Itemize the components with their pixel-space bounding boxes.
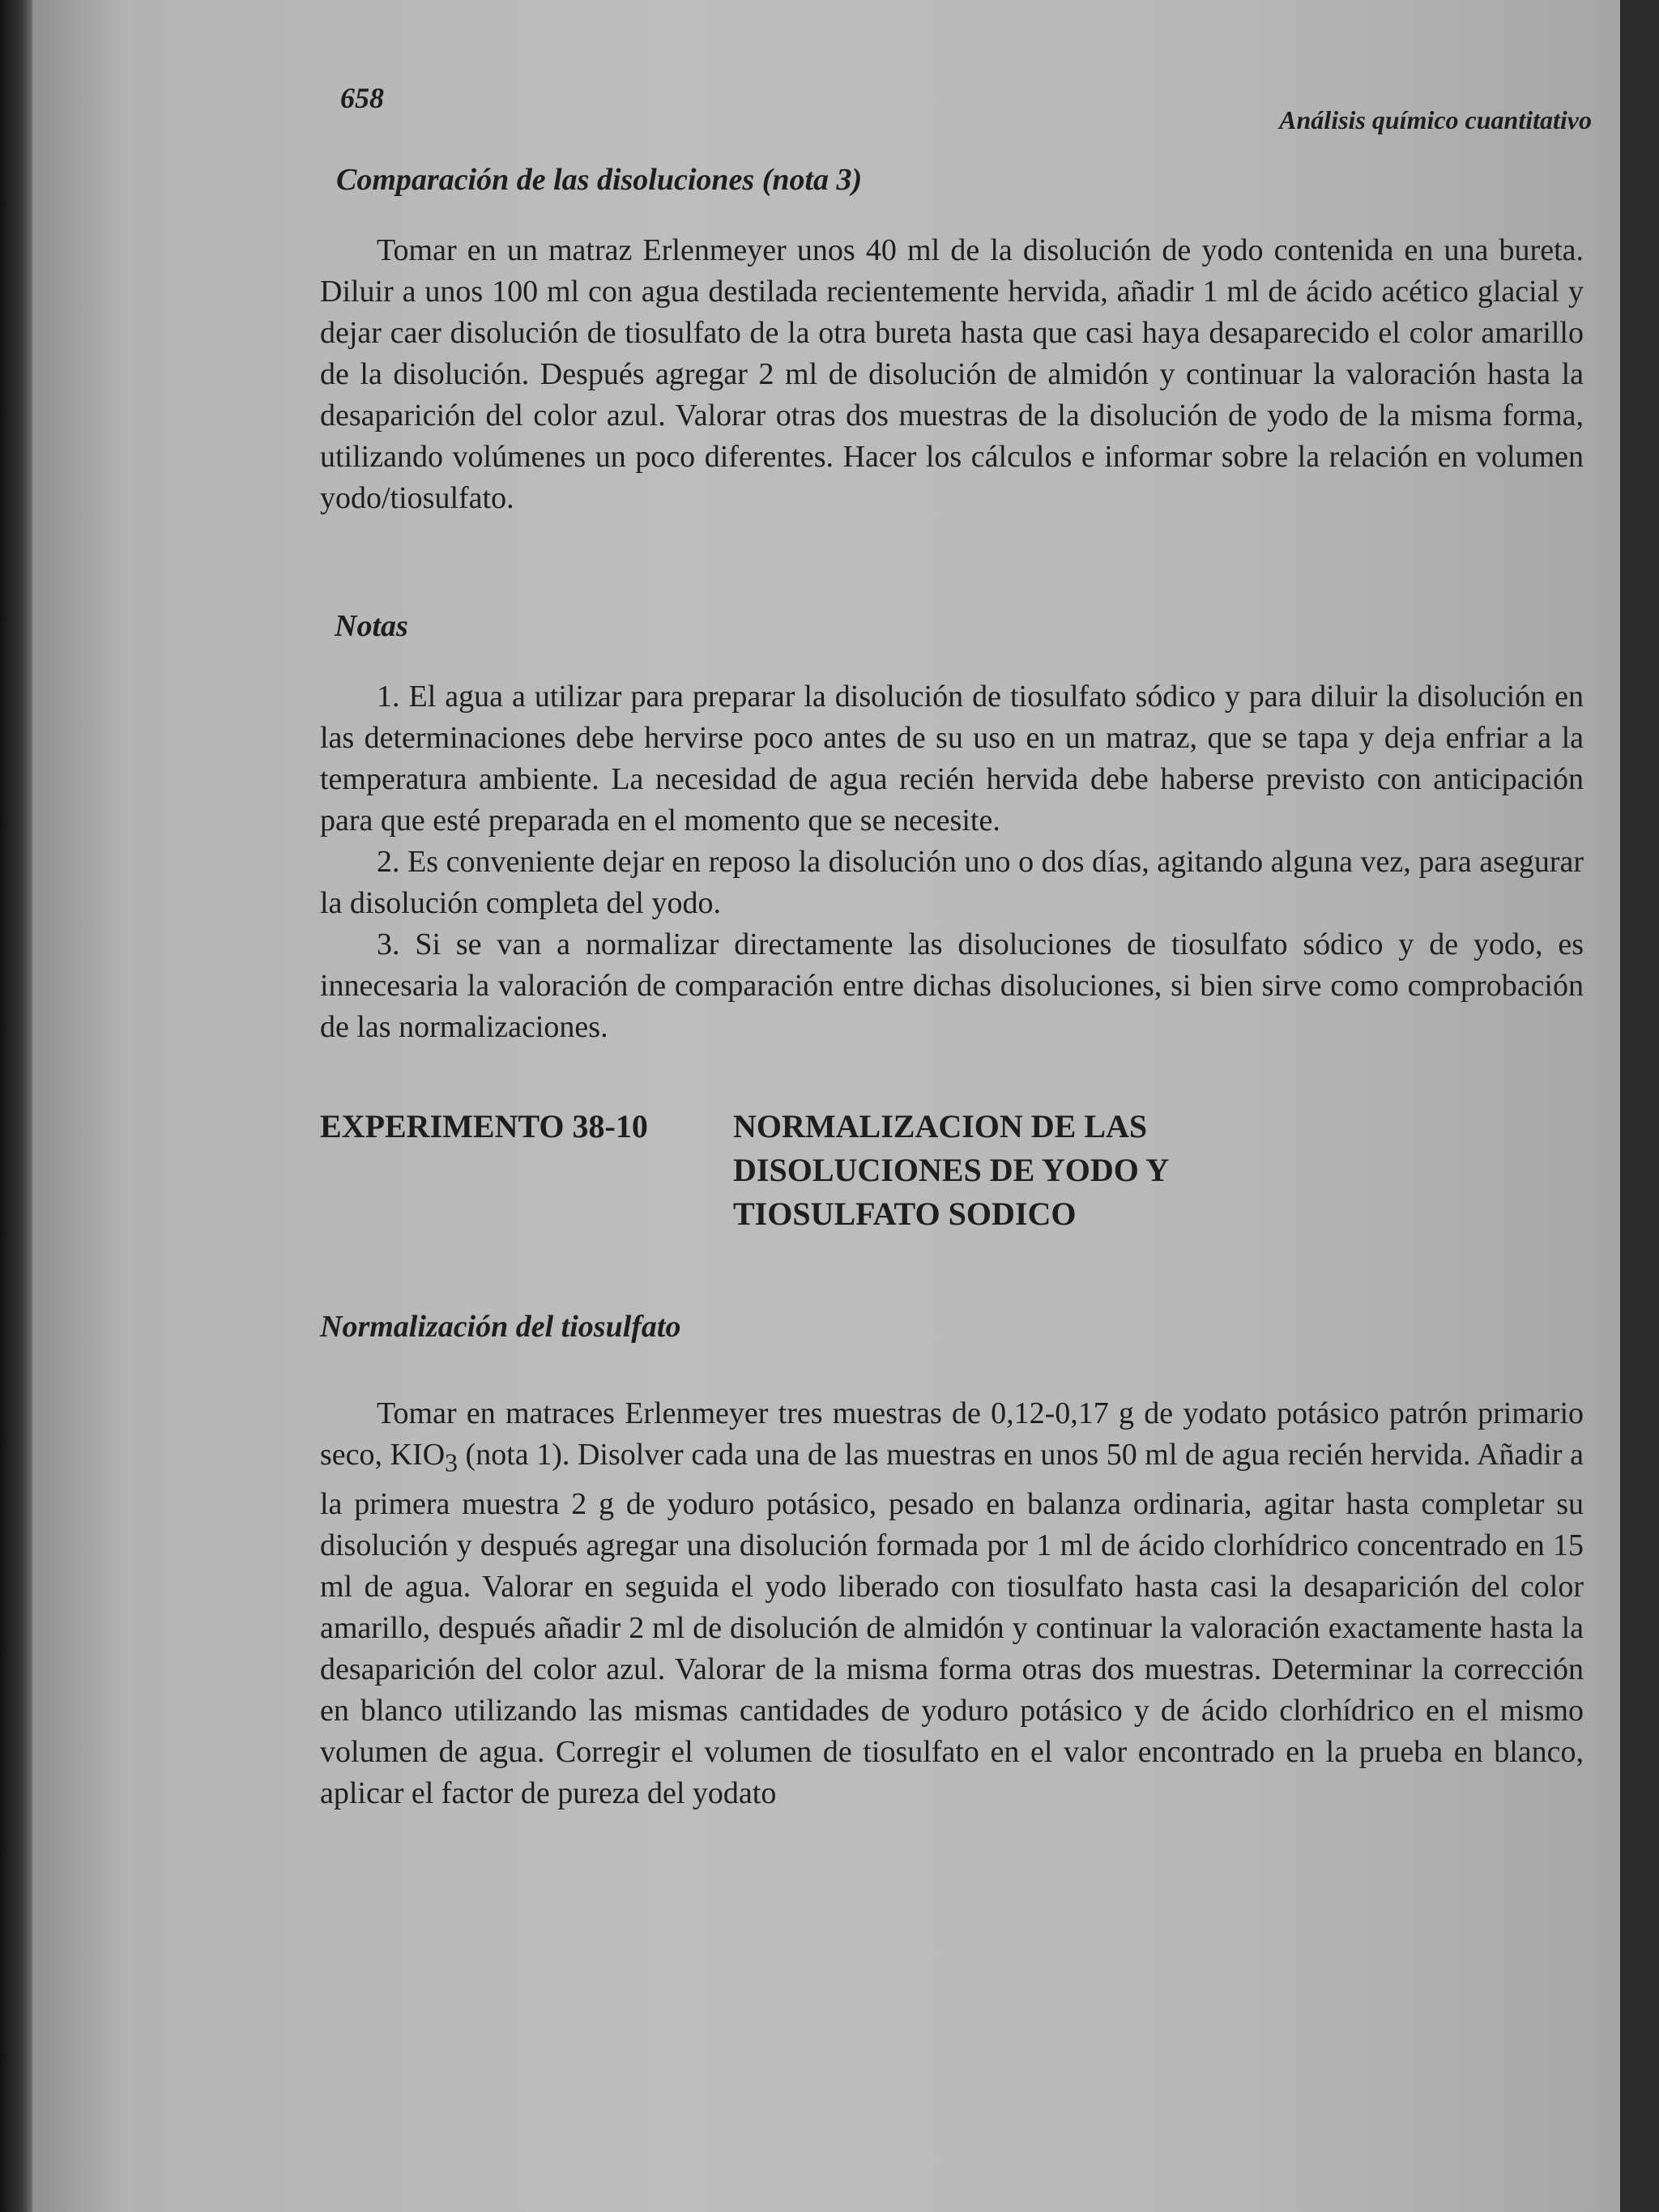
- experiment-title-line: DISOLUCIONES DE YODO Y: [733, 1152, 1170, 1188]
- paragraph-text: (nota 1). Disolver cada una de las muestras en unos 50 ml de agua recién hervida. Añadir a la primera muestra 2 g de yoduro potásico, pesado en balanza ordinaria, agitar hasta completar su disolución y después agregar una disolución formada por 1 ml de ácido clorhídrico concentrado en 15 ml de agua. Valorar en seguida el yodo liberado con tiosulfato hasta casi la desaparición del color amarillo, después añadir 2 ml de disolución de almidón y continuar la valoración exactamente hasta la desaparición del color azul. Valorar de la misma forma otras dos muestras. Determinar la corrección en blanco utilizando las mismas cantidades de yoduro potásico y de ácido clorhídrico en el mismo volumen de agua. Corregir el volumen de tiosulfato en el valor encontrado en la prueba en blanco, aplicar el factor de pureza del yodato: [320, 1438, 1584, 1810]
- chemical-formula: KIO: [390, 1438, 446, 1472]
- note-item: 2. Es conveniente dejar en reposo la disolución uno o dos días, agitando alguna vez, para asegurar la disolución completa del yodo.: [320, 845, 1584, 920]
- page-content: [320, 162, 1584, 1814]
- normalization-paragraph: [320, 1393, 1584, 1814]
- running-header: [308, 81, 1592, 134]
- note-item: 3. Si se van a normalizar directamente las disoluciones de tiosulfato sódico y de yodo, es innecesaria la valoración de comparación entre dichas disoluciones, si bien sirve como comprobación de las normalizaciones.: [320, 927, 1584, 1044]
- comparison-heading: Comparación de las disoluciones (nota 3): [336, 163, 863, 197]
- experiment-heading: [320, 1105, 1584, 1236]
- experiment-title-line: NORMALIZACION DE LAS: [733, 1108, 1148, 1144]
- experiment-label: EXPERIMENTO 38-10: [320, 1108, 648, 1144]
- comparison-paragraph: Tomar en un matraz Erlenmeyer unos 40 ml de la disolución de yodo contenida en una bureta. Diluir a unos 100 ml con agua destilada recientemente hervida, añadir 1 ml de ácido acético glacial y dejar caer disolución de tiosulfato de la otra bureta hasta que casi haya desaparecido el color amarillo de la disolución. Después agregar 2 ml de disolución de almidón y continuar la valoración hasta la desaparición del color azul. Valorar otras dos muestras de la disolución de yodo de la misma forma, utilizando volúmenes un poco diferentes. Hacer los cálculos e informar sobre la relación en volumen yodo/tiosulfato.: [320, 233, 1584, 515]
- notes-heading: Notas: [335, 609, 408, 643]
- book-spine-shadow: [0, 0, 32, 2212]
- normalization-heading: Normalización del tiosulfato: [320, 1310, 681, 1344]
- experiment-title-line: TIOSULFATO SODICO: [733, 1196, 1077, 1232]
- note-item: 1. El agua a utilizar para preparar la disolución de tiosulfato sódico y para diluir la disolución en las determinaciones debe hervirse poco antes de su uso en un matraz, que se tapa y deja enfriar a la temperatura ambiente. La necesidad de agua recién hervida debe haberse previsto con anticipación para que esté preparada en el momento que se necesite.: [320, 680, 1584, 837]
- formula-subscript: 3: [445, 1448, 458, 1477]
- running-title: Análisis químico cuantitativo: [1279, 105, 1592, 134]
- paragraph-text: Tomar en matraces Erlenmeyer tres muestras de 0,12-0,17 g de yodato potásico patrón primario seco,: [320, 1396, 1584, 1472]
- book-page: [32, 0, 1620, 2212]
- experiment-title: [733, 1105, 1169, 1236]
- page-number: 658: [340, 82, 384, 114]
